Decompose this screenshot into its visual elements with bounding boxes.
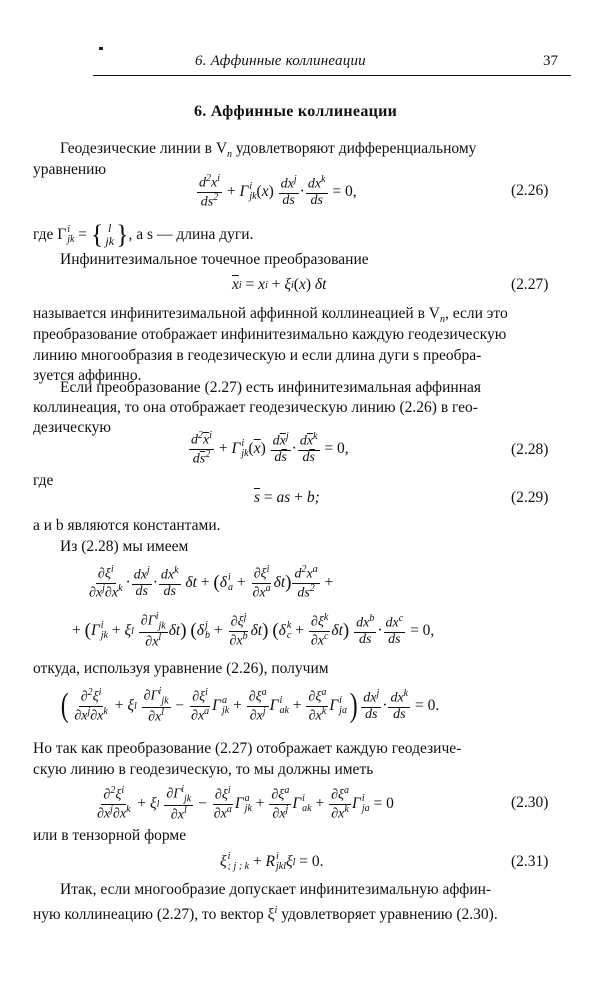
page-number: 37 [543,53,558,69]
text-line: зуется аффинно. [33,367,142,384]
text-line: где [33,472,54,489]
text-line: преобразование отображает инфинитезимально каждую геодезическую [33,326,507,343]
text-line: Инфинитезимальное точечное преобразование [60,251,369,268]
header-rule [93,75,571,76]
text-line: ную коллинеацию (2.27), то вектор $\xi^i$ удовлетворяет уравнению (2.30). [33,905,498,924]
equation-number: (2.27) [511,276,549,293]
text-line: Но так как преобразование (2.27) отображает каждую геодезиче- [33,740,462,757]
expression-line-1: $\partial\xi^i$ $\partial x^j\partial x^k$ · $dx^j$ ds · $dx^k$ ds δt + ( δ i a + $\frac{\partial\xi^i}{\partial x^a}$ δt ) $d^2x^a$ $ds^2$ + [89,564,334,601]
header-mark [99,47,103,50]
text-line: коллинеация, то она отображает геодезическую линию (2.26) в гео- [33,399,478,416]
equation-number: (2.30) [511,794,549,811]
text-line: Если преобразование (2.27) есть инфинитезимальная аффинная [60,379,481,396]
equation-number: (2.31) [511,853,549,870]
equation-2-27: $\overline{x}$ i = x i + ξ i ( x ) δt [232,276,327,293]
text-line: a и b являются константами. [33,517,221,534]
equation-2-31: ξ i ; j ; k + R i jkl ξ l = 0. [220,850,324,872]
equation-number: (2.28) [511,441,549,458]
equation-2-29: $\overline{s}$ = as + b; [254,489,320,506]
text-line: Из (2.28) мы имеем [60,538,189,555]
section-title: 6. Аффинные коллинеации [194,103,398,120]
text-line: откуда, используя уравнение (2.26), получим [33,660,329,677]
expression-line-3: ( $\partial^2\xi^i$ $\partial x^j\partial x^k$ + ξ l $\partial\Gamma^i_{jk}$ $\partial x^l$ − $\frac{\partial\xi^i}{\partial x^a}$ Γ a jk + $\frac{\partial\xi^a}{\partial x^j}$ Γ i ak + $\frac{\partial\xi^a}{\partial x^k}$ Γ i ja ) $dx^j$ ds · $dx^k$ ds = 0. [60,685,440,725]
text-line: где Γ i jk = { l jk } , а s — длина дуги. [33,220,254,250]
text-line: или в тензорной форме [33,827,187,844]
running-header-title: 6. Аффинные коллинеации [195,53,366,69]
equation-2-26: $d^2x^i$ $ds^2$ + Γ i jk ( x ) $dx^j$ ds · $dx^k$ ds = 0, [199,173,357,210]
equation-2-30: $\partial^2\xi^i$ $\partial x^j\partial x^k$ + ξ l $\partial\Gamma^i_{jk}$ $\partial x^l$ − $\frac{\partial\xi^i}{\partial x^a}$ Γ a jk + $\frac{\partial\xi^a}{\partial x^j}$ Γ i ak + $\frac{\partial\xi^a}{\partial x^k}$ Γ i ja = 0 [97,783,394,823]
text-line: линию многообразия в геодезическую и если длина дуги s преобра- [33,347,482,364]
text-line: Геодезические линии в $V_n$ удовлетворяют дифференциальному [60,140,477,161]
text-line: называется инфинитезимальной аффинной коллинеацией в $V_n$, если это [33,305,508,326]
text-line: скую линию в геодезическую, то мы должны иметь [33,761,374,778]
equation-number: (2.26) [511,182,549,199]
equation-number: (2.29) [511,489,549,506]
text-line: Итак, если многообразие допускает инфинитезимальную аффин- [60,881,492,898]
equation-2-28: $d^2\overline{x}^i$ $d\overline{s}^2$ + Γ i jk ( $\overline{x}$ ) $d\overline{x}^j$ $d\overline{s}$ · $d\overline{x}^k$ $d\overline{s}$ = 0, [191,430,349,467]
text-line: уравнению [33,161,107,178]
expression-line-2: + ( Γ i jk + ξ l $\partial\Gamma^i_{jk}$ $\partial x^l$ δt ) ( δ j b + $\frac{\partial\xi^j}{\partial x^b}$ δt ) ( δ k c + $\frac{\partial\xi^k}{\partial x^c}$ δt ) $dx^b$ ds · $dx^c$ ds = 0, [72,610,435,650]
text-line: дезическую [33,419,111,436]
